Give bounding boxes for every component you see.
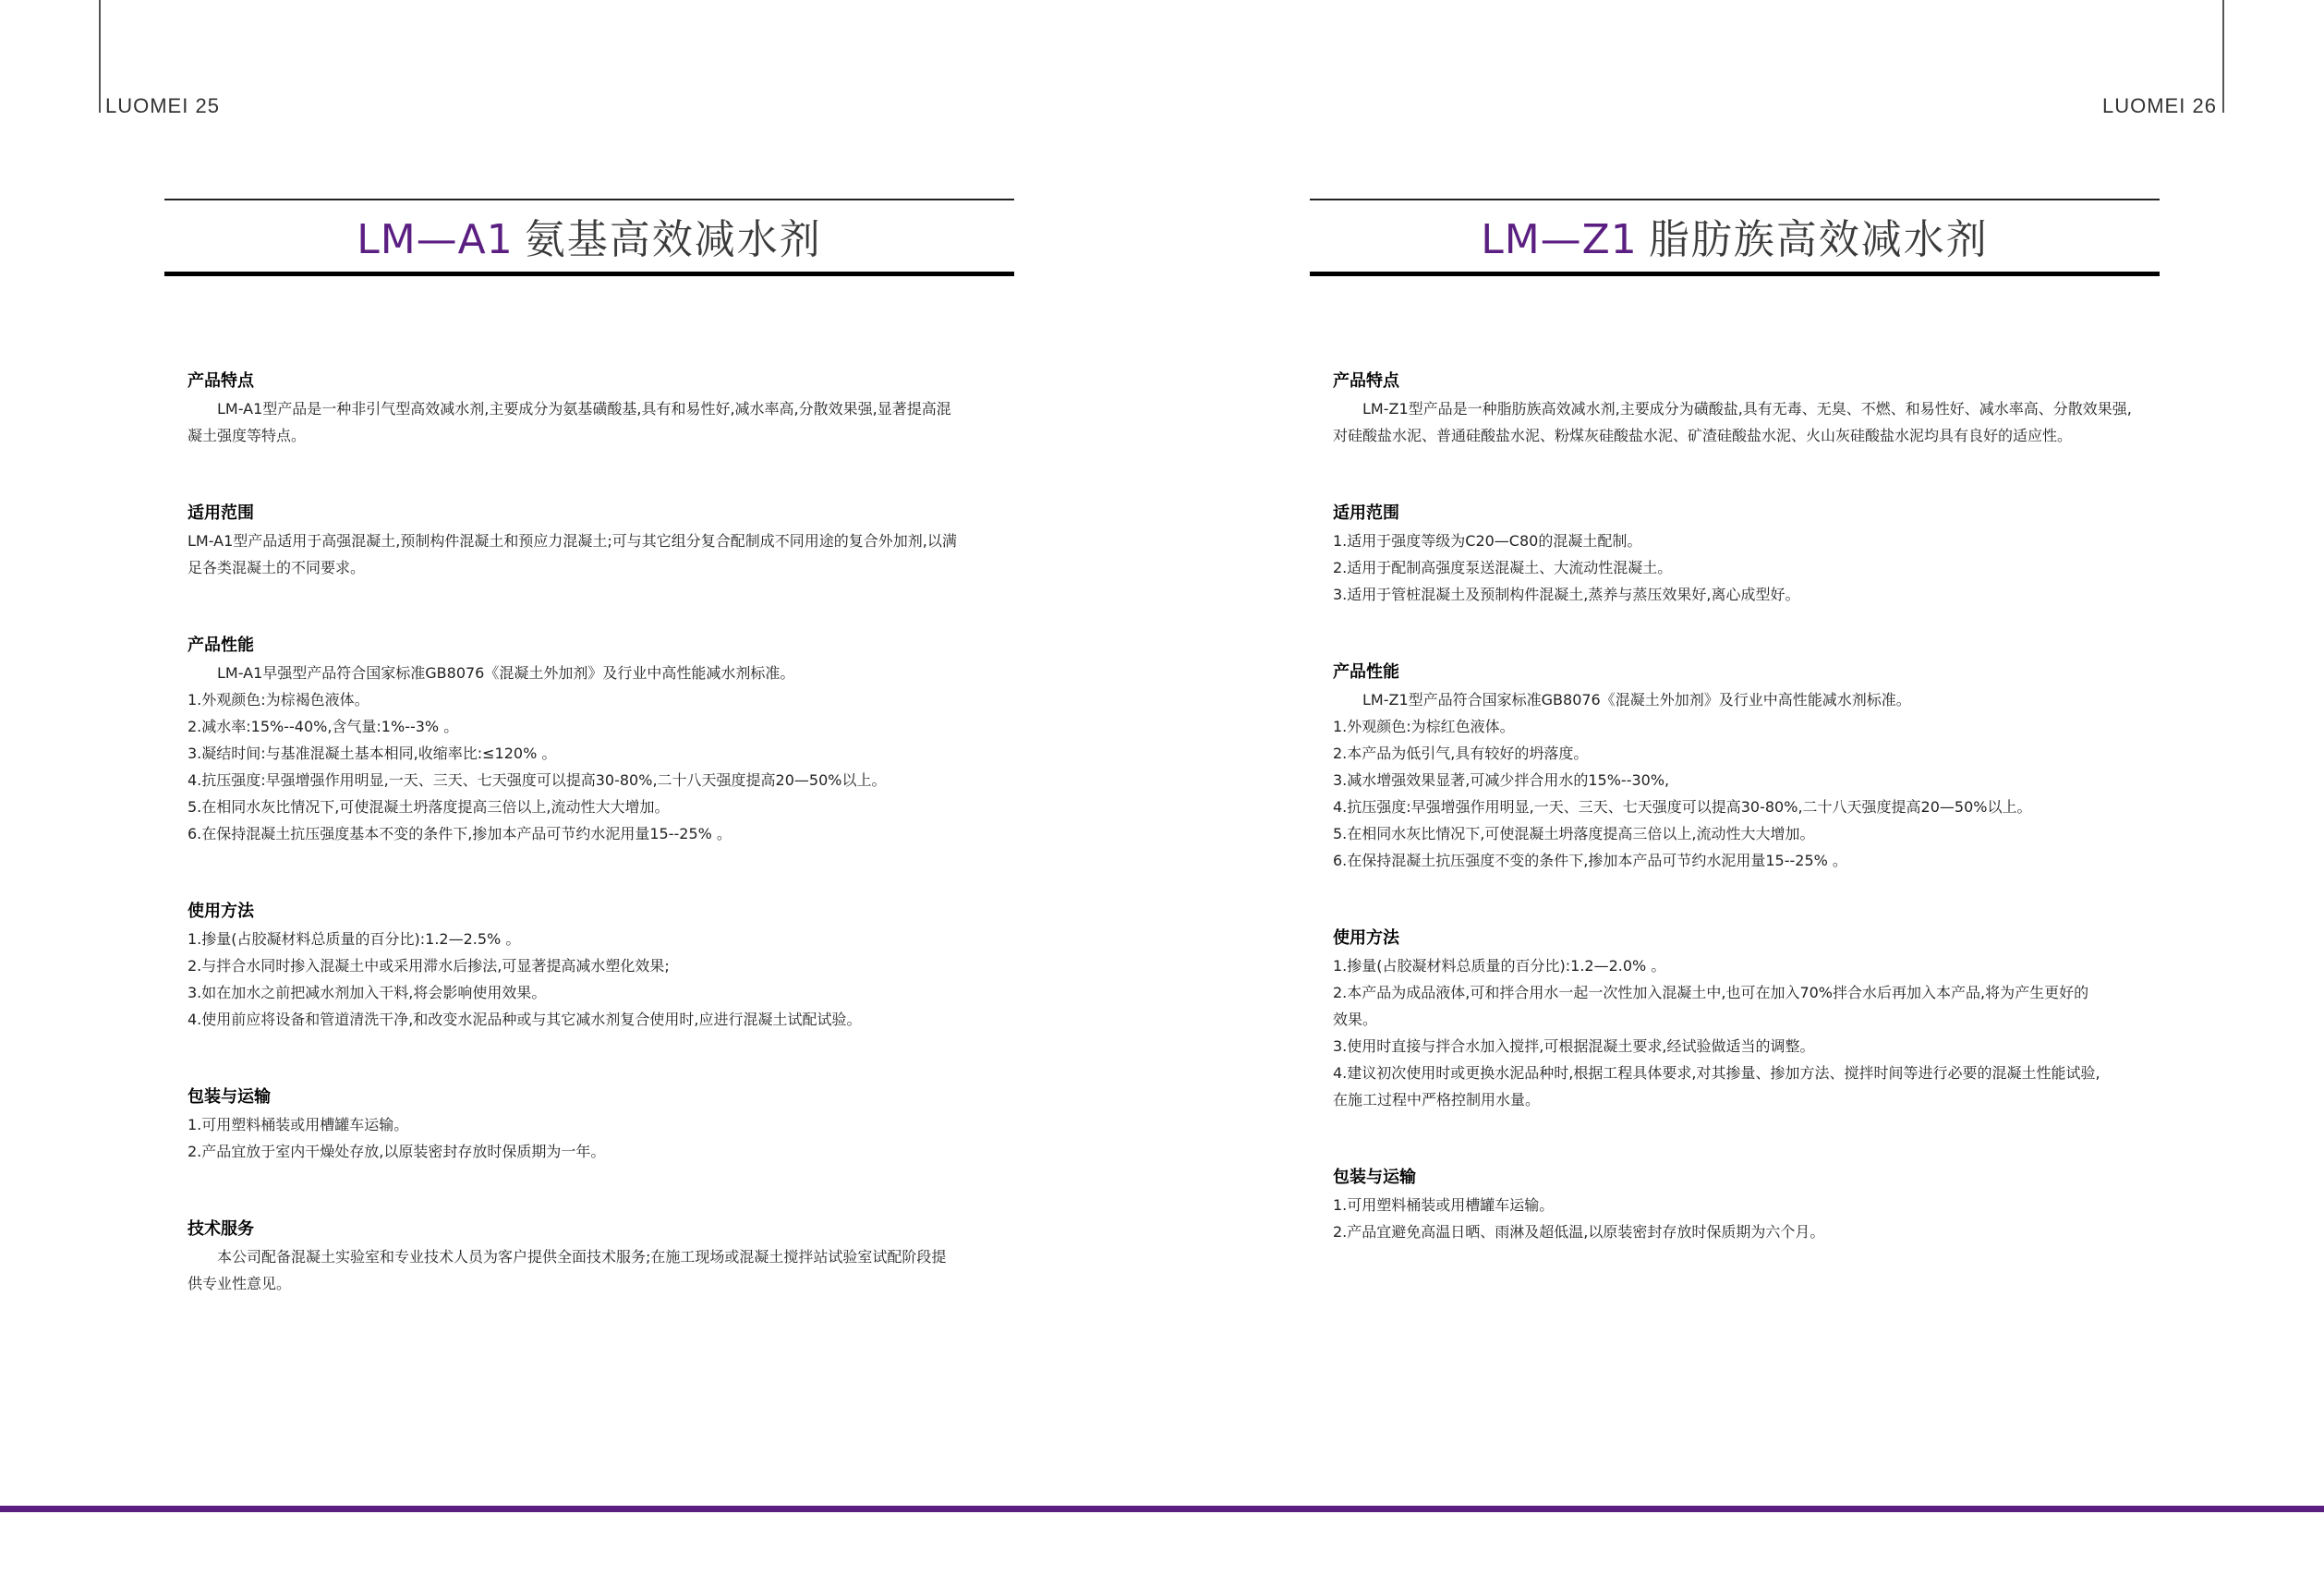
- section-heading: 产品性能: [188, 636, 254, 655]
- paragraph-line: 2.产品宜放于室内干燥处存放,以原装密封存放时保质期为一年。: [188, 1143, 606, 1160]
- paragraph-line: 4.抗压强度:早强增强作用明显,一天、三天、七天强度可以提高30-80%,二十八天强度提高20—50%以上。: [1333, 798, 2032, 816]
- left-title-code: LM—A1: [357, 216, 514, 263]
- paragraph-line: 3.如在加水之前把减水剂加入干料,将会影响使用效果。: [188, 984, 547, 1001]
- paragraph-line: 2.适用于配制高强度泵送混凝土、大流动性混凝土。: [1333, 559, 1673, 576]
- product-features-section: [1333, 368, 2146, 449]
- right-title-name: 脂肪族高效减水剂: [1648, 216, 1989, 263]
- technical-service-section: [188, 1216, 1000, 1297]
- paragraph-line: 6.在保持混凝土抗压强度基本不变的条件下,掺加本产品可节约水泥用量15--25% 。: [188, 825, 732, 842]
- paragraph-line: LM-Z1型产品是一种脂肪族高效减水剂,主要成分为磺酸盐,具有无毒、无臭、不燃、和易性好、减水率高、分散效果强,: [1362, 400, 2132, 418]
- left-margin-line: [99, 0, 101, 113]
- paragraph-line: 效果。: [1333, 1011, 1378, 1028]
- paragraph-line: 3.减水增强效果显著,可减少拌合用水的15%--30%,: [1333, 771, 1670, 789]
- paragraph-line: 2.减水率:15%--40%,含气量:1%--3% 。: [188, 718, 459, 735]
- section-heading: 使用方法: [188, 902, 254, 921]
- paragraph-line: 凝土强度等特点。: [188, 427, 307, 444]
- paragraph-line: 1.适用于强度等级为C20—C80的混凝土配制。: [1333, 532, 1642, 550]
- section-heading: 产品特点: [1333, 371, 1399, 391]
- usage-section: [188, 898, 1000, 1033]
- paragraph-line: LM-Z1型产品符合国家标准GB8076《混凝土外加剂》及行业中高性能减水剂标准。: [1362, 691, 1911, 709]
- left-title-name: 氨基高效减水剂: [524, 216, 822, 263]
- section-heading: 适用范围: [1333, 503, 1399, 523]
- left-content: [188, 368, 1000, 1348]
- paragraph-line: 5.在相同水灰比情况下,可使混凝土坍落度提高三倍以上,流动性大大增加。: [1333, 825, 1815, 842]
- packaging-section: [188, 1084, 1000, 1165]
- paragraph-line: 1.可用塑料桶装或用槽罐车运输。: [1333, 1196, 1555, 1214]
- packaging-section: [1333, 1164, 2146, 1245]
- paragraph-line: LM-A1型产品是一种非引气型高效减水剂,主要成分为氨基磺酸基,具有和易性好,减水率高,分散效果强,显著提高混: [217, 400, 951, 418]
- paragraph-line: 6.在保持混凝土抗压强度不变的条件下,掺加本产品可节约水泥用量15--25% 。: [1333, 852, 1847, 869]
- paragraph-line: 3.使用时直接与拌合水加入搅拌,可根据混凝土要求,经试验做适当的调整。: [1333, 1037, 1815, 1055]
- section-heading: 包装与运输: [188, 1087, 271, 1107]
- section-heading: 包装与运输: [1333, 1168, 1416, 1187]
- paragraph-line: 1.掺量(占胶凝材料总质量的百分比):1.2—2.0% 。: [1333, 957, 1666, 975]
- paragraph-line: 4.抗压强度:早强增强作用明显,一天、三天、七天强度可以提高30-80%,二十八天强度提高20—50%以上。: [188, 771, 887, 789]
- paragraph-line: 1.可用塑料桶装或用槽罐车运输。: [188, 1116, 409, 1133]
- paragraph-line: 1.掺量(占胶凝材料总质量的百分比):1.2—2.5% 。: [188, 930, 521, 948]
- section-heading: 技术服务: [188, 1219, 254, 1239]
- application-scope-section: [1333, 500, 2146, 608]
- right-title-code: LM—Z1: [1481, 216, 1638, 263]
- paragraph-line: 本公司配备混凝土实验室和专业技术人员为客户提供全面技术服务;在施工现场或混凝土搅拌站试验室试配阶段提: [217, 1248, 947, 1266]
- paragraph-line: 4.建议初次使用时或更换水泥品种时,根据工程具体要求,对其掺量、掺加方法、搅拌时间等进行必要的混凝土性能试验,: [1333, 1064, 2100, 1082]
- paragraph-line: 2.本产品为成品液体,可和拌合用水一起一次性加入混凝土中,也可在加入70%拌合水后再加入本产品,将为产生更好的: [1333, 984, 2089, 1001]
- section-heading: 适用范围: [188, 503, 254, 523]
- right-title-block: [1310, 199, 2160, 276]
- paragraph-line: 3.适用于管桩混凝土及预制构件混凝土,蒸养与蒸压效果好,离心成型好。: [1333, 586, 1800, 603]
- paragraph-line: 对硅酸盐水泥、普通硅酸盐水泥、粉煤灰硅酸盐水泥、矿渣硅酸盐水泥、火山灰硅酸盐水泥均具有良好的适应性。: [1333, 427, 2073, 444]
- section-heading: 产品性能: [1333, 662, 1399, 682]
- left-title-block: [164, 199, 1014, 276]
- right-content: [1333, 368, 2146, 1296]
- product-features-section: [188, 368, 1000, 449]
- usage-section: [1333, 925, 2146, 1113]
- paragraph-line: 3.凝结时间:与基准混凝土基本相同,收缩率比:≤120% 。: [188, 745, 557, 762]
- application-scope-section: [188, 500, 1000, 581]
- paragraph-line: 2.本产品为低引气,具有较好的坍落度。: [1333, 745, 1589, 762]
- left-page: [164, 199, 1014, 1292]
- bottom-accent-bar: [0, 1506, 2324, 1512]
- product-performance-section: [1333, 659, 2146, 874]
- paragraph-line: 4.使用前应将设备和管道清洗干净,和改变水泥品种或与其它减水剂复合使用时,应进行混凝土试配试验。: [188, 1011, 862, 1028]
- paragraph-line: LM-A1早强型产品符合国家标准GB8076《混凝土外加剂》及行业中高性能减水剂标准。: [217, 664, 795, 682]
- paragraph-line: 1.外观颜色:为棕褐色液体。: [188, 691, 369, 709]
- right-page-label: LUOMEI 26: [2102, 94, 2217, 117]
- paragraph-line: 足各类混凝土的不同要求。: [188, 559, 366, 576]
- paragraph-line: 在施工过程中严格控制用水量。: [1333, 1091, 1541, 1108]
- product-performance-section: [188, 632, 1000, 847]
- section-heading: 使用方法: [1333, 928, 1399, 948]
- paragraph-line: 2.与拌合水同时掺入混凝土中或采用滞水后掺法,可显著提高减水塑化效果;: [188, 957, 670, 975]
- left-page-label: LUOMEI 25: [105, 94, 220, 117]
- section-heading: 产品特点: [188, 371, 254, 391]
- paragraph-line: 供专业性意见。: [188, 1275, 292, 1292]
- right-title: [1481, 217, 1989, 263]
- left-title: [357, 217, 822, 263]
- paragraph-line: 2.产品宜避免高温日晒、雨淋及超低温,以原装密封存放时保质期为六个月。: [1333, 1223, 1825, 1241]
- right-page: [1310, 199, 2160, 1241]
- paragraph-line: 1.外观颜色:为棕红色液体。: [1333, 718, 1515, 735]
- paragraph-line: LM-A1型产品适用于高强混凝土,预制构件混凝土和预应力混凝土;可与其它组分复合配制成不同用途的复合外加剂,以满: [188, 532, 957, 550]
- right-margin-line: [2222, 0, 2224, 113]
- paragraph-line: 5.在相同水灰比情况下,可使混凝土坍落度提高三倍以上,流动性大大增加。: [188, 798, 670, 816]
